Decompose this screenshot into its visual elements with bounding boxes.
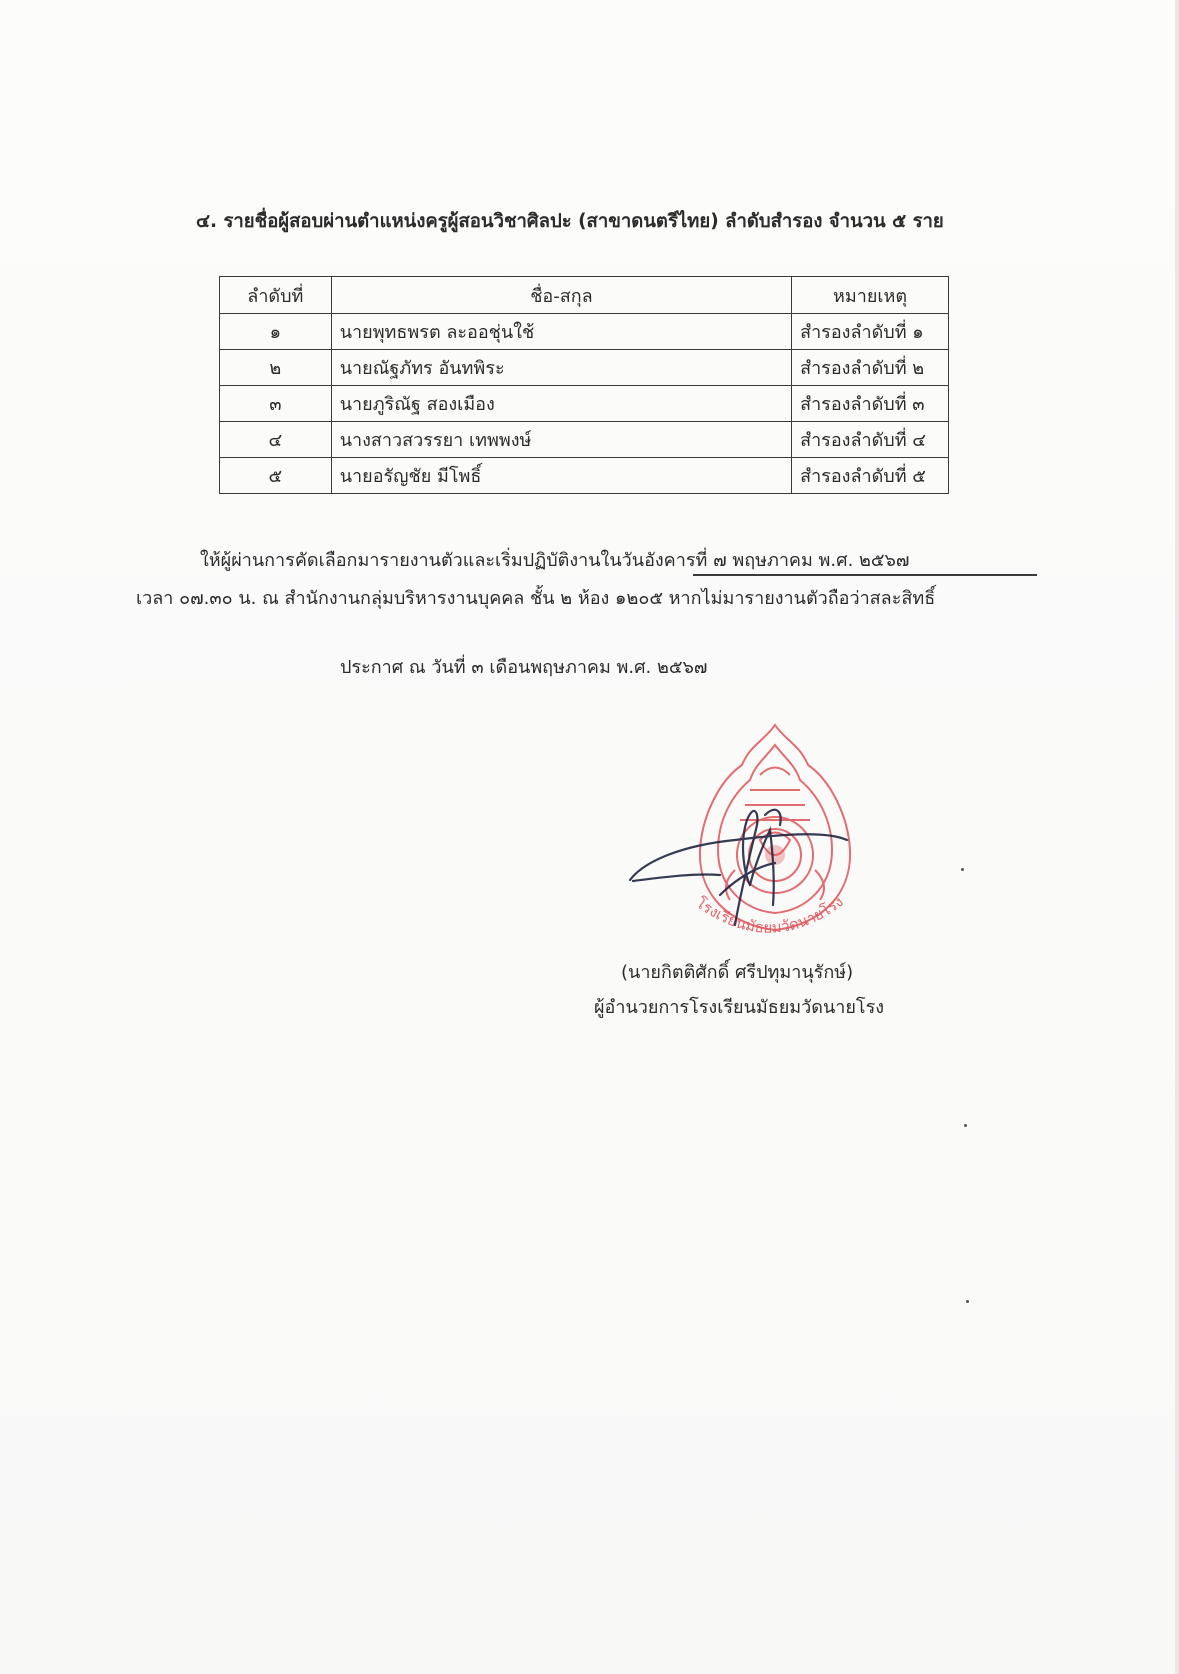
header-no: ลำดับที่ bbox=[220, 277, 332, 314]
row-name: นายณัฐภัทร อันทพิระ bbox=[331, 350, 791, 386]
row-no: ๑ bbox=[220, 314, 332, 350]
header-name: ชื่อ-สกุล bbox=[331, 277, 791, 314]
page-edge bbox=[1175, 0, 1179, 1674]
row-name: นางสาวสวรรยา เทพพงษ์ bbox=[331, 422, 791, 458]
row-name: นายพุทธพรต ละออชุ่นใช้ bbox=[331, 314, 791, 350]
signature-scribble bbox=[625, 785, 855, 935]
notice-line-2: เวลา ๐๗.๓๐ น. ณ สำนักงานกลุ่มบริหารงานบุคคล ชั้น ๒ ห้อง ๑๒๐๕ หากไม่มารายงานตัวถือว่าสละสิทธิ์ bbox=[136, 588, 936, 609]
row-name: นายอรัญชัย มีโพธิ์ bbox=[331, 458, 791, 494]
speck bbox=[961, 868, 964, 871]
row-note: สำรองลำดับที่ ๓ bbox=[792, 386, 949, 422]
row-note: สำรองลำดับที่ ๑ bbox=[792, 314, 949, 350]
row-no: ๒ bbox=[220, 350, 332, 386]
row-note: สำรองลำดับที่ ๕ bbox=[792, 458, 949, 494]
row-name: นายภูริณัฐ สองเมือง bbox=[331, 386, 791, 422]
notice-line-1: ให้ผู้ผ่านการคัดเลือกมารายงานตัวและเริ่มปฏิบัติงานในวันอังคารที่ ๗ พฤษภาคม พ.ศ. ๒๕๖๗ bbox=[200, 550, 910, 571]
announcement-date: ประกาศ ณ วันที่ ๓ เดือนพฤษภาคม พ.ศ. ๒๕๖๗ bbox=[340, 657, 708, 678]
table-header-row bbox=[220, 277, 949, 314]
row-note: สำรองลำดับที่ ๒ bbox=[792, 350, 949, 386]
row-no: ๕ bbox=[220, 458, 332, 494]
speck bbox=[966, 1300, 969, 1303]
table-row bbox=[220, 458, 949, 494]
signatory-title: ผู้อำนวยการโรงเรียนมัธยมวัดนายโรง bbox=[594, 997, 885, 1018]
header-note: หมายเหตุ bbox=[792, 277, 949, 314]
signatory-name: (นายกิตติศักดิ์ ศรีปทุมานุรักษ์) bbox=[621, 962, 854, 983]
table-row bbox=[220, 314, 949, 350]
seal-text: โรงเรียนมัธยมวัดนายโรง bbox=[692, 892, 847, 937]
row-note: สำรองลำดับที่ ๔ bbox=[792, 422, 949, 458]
section-heading: ๔. รายชื่อผู้สอบผ่านตำแหน่งครูผู้สอนวิชาศิลปะ (สาขาดนตรีไทย) ลำดับสำรอง จำนวน ๕ ราย bbox=[196, 211, 944, 232]
row-no: ๔ bbox=[220, 422, 332, 458]
table-row bbox=[220, 422, 949, 458]
candidate-table bbox=[219, 276, 949, 494]
speck bbox=[964, 1124, 967, 1127]
row-no: ๓ bbox=[220, 386, 332, 422]
table-row bbox=[220, 386, 949, 422]
date-underline bbox=[693, 574, 1037, 576]
table-row bbox=[220, 350, 949, 386]
